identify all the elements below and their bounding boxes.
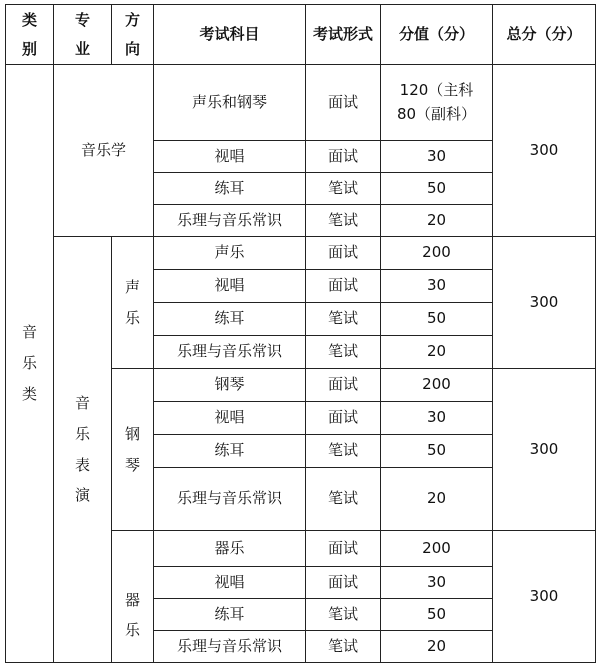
total-instrumental: 300 bbox=[493, 531, 596, 663]
table-row bbox=[6, 237, 596, 270]
subject-cell: 声乐 bbox=[154, 237, 306, 270]
subject-cell: 练耳 bbox=[154, 599, 306, 631]
form-cell: 笔试 bbox=[306, 435, 381, 468]
form-cell: 面试 bbox=[306, 567, 381, 599]
subject-cell: 练耳 bbox=[154, 435, 306, 468]
score-cell: 20 bbox=[381, 336, 493, 369]
score-cell: 30 bbox=[381, 270, 493, 303]
subject-cell: 钢琴 bbox=[154, 369, 306, 402]
header-subject: 考试科目 bbox=[154, 5, 306, 65]
form-cell: 笔试 bbox=[306, 205, 381, 237]
header-form: 考试形式 bbox=[306, 5, 381, 65]
form-cell: 笔试 bbox=[306, 336, 381, 369]
score-main: 120（主科 bbox=[399, 81, 474, 100]
subject-cell: 声乐和钢琴 bbox=[154, 65, 306, 141]
score-cell: 20 bbox=[381, 205, 493, 237]
header-score: 分值（分） bbox=[381, 5, 493, 65]
subject-cell: 练耳 bbox=[154, 303, 306, 336]
header-total: 总分（分） bbox=[493, 5, 596, 65]
score-cell: 20 bbox=[381, 631, 493, 663]
total-musicology: 300 bbox=[493, 65, 596, 237]
subject-cell: 乐理与音乐常识 bbox=[154, 631, 306, 663]
major-musicology: 音乐学 bbox=[54, 65, 154, 237]
form-cell: 面试 bbox=[306, 270, 381, 303]
category-cell: 音乐类 bbox=[6, 65, 54, 663]
form-cell: 面试 bbox=[306, 237, 381, 270]
score-cell: 50 bbox=[381, 303, 493, 336]
form-cell: 面试 bbox=[306, 369, 381, 402]
form-cell: 笔试 bbox=[306, 303, 381, 336]
score-cell bbox=[381, 65, 493, 141]
form-cell: 面试 bbox=[306, 65, 381, 141]
table-row bbox=[6, 65, 596, 141]
subject-cell: 练耳 bbox=[154, 173, 306, 205]
subject-cell: 乐理与音乐常识 bbox=[154, 205, 306, 237]
header-major: 专业 bbox=[54, 5, 112, 65]
subject-cell: 视唱 bbox=[154, 270, 306, 303]
form-cell: 面试 bbox=[306, 402, 381, 435]
direction-piano: 钢琴 bbox=[112, 369, 154, 531]
form-cell: 笔试 bbox=[306, 468, 381, 531]
score-cell: 50 bbox=[381, 599, 493, 631]
form-cell: 面试 bbox=[306, 141, 381, 173]
subject-cell: 视唱 bbox=[154, 567, 306, 599]
header-category: 类别 bbox=[6, 5, 54, 65]
form-cell: 笔试 bbox=[306, 631, 381, 663]
exam-subjects-table bbox=[5, 4, 596, 663]
score-cell: 200 bbox=[381, 531, 493, 567]
subject-cell: 器乐 bbox=[154, 531, 306, 567]
direction-vocal: 声乐 bbox=[112, 237, 154, 369]
form-cell: 笔试 bbox=[306, 173, 381, 205]
score-cell: 200 bbox=[381, 369, 493, 402]
subject-cell: 视唱 bbox=[154, 141, 306, 173]
score-cell: 30 bbox=[381, 567, 493, 599]
score-cell: 30 bbox=[381, 141, 493, 173]
total-piano: 300 bbox=[493, 369, 596, 531]
score-cell: 30 bbox=[381, 402, 493, 435]
form-cell: 笔试 bbox=[306, 599, 381, 631]
form-cell: 面试 bbox=[306, 531, 381, 567]
header-direction: 方向 bbox=[112, 5, 154, 65]
header-row bbox=[6, 5, 596, 65]
direction-instrumental: 器乐 bbox=[112, 531, 154, 663]
major-performance: 音乐表演 bbox=[54, 237, 112, 663]
score-minor: 80（副科） bbox=[396, 104, 477, 123]
score-cell: 200 bbox=[381, 237, 493, 270]
score-cell: 20 bbox=[381, 468, 493, 531]
subject-cell: 乐理与音乐常识 bbox=[154, 336, 306, 369]
score-cell: 50 bbox=[381, 173, 493, 205]
subject-cell: 视唱 bbox=[154, 402, 306, 435]
score-cell: 50 bbox=[381, 435, 493, 468]
total-vocal: 300 bbox=[493, 237, 596, 369]
subject-cell: 乐理与音乐常识 bbox=[154, 468, 306, 531]
